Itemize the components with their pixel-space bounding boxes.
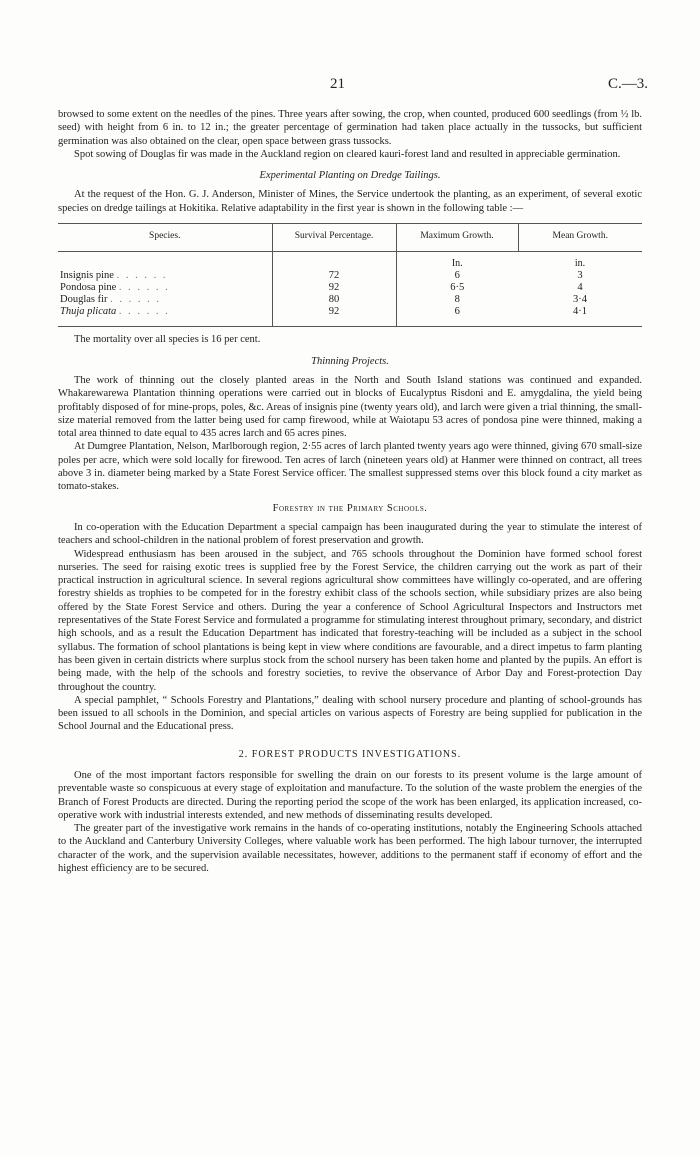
max-growth-value: 6·5 xyxy=(396,282,518,294)
col-survival: Survival Percentage. xyxy=(272,224,396,252)
table-row xyxy=(58,306,642,327)
survival-value: 80 xyxy=(272,294,396,306)
species-name: Pondosa pine xyxy=(60,282,117,294)
paragraph-dredge: At the request of the Hon. G. J. Anderson, Minister of Mines, the Service undertook the planting, as an experiment, of several exotic species on dredge tailings at Hokitika. Relative adaptability in the first year is shown in the following table :— xyxy=(58,189,642,214)
paragraph-mortality: The mortality over all species is 16 per cent. xyxy=(74,334,261,346)
col-species: Species. xyxy=(58,224,272,252)
heading-thinning-projects: Thinning Projects. xyxy=(311,355,389,367)
species-name: Insignis pine xyxy=(60,270,114,282)
unit-max: In. xyxy=(396,252,518,271)
survival-value: 92 xyxy=(272,282,396,294)
paragraph-thinning-1: The work of thinning out the closely planted areas in the North and South Island stations was continued and expanded. Whakarewarewa Plantation thinning operations were carried out in blocks of Eucalyptus Risdoni and E. amygdalina, the yield being profitably disposed of for mine-props, poles, &c. Areas of insignis pine (twenty years old), and larch were given a trial thinning, the small-size material removed from the latter being used for camp firewood, while at Waiotapu 53 acres of pondosa pine were thinned, making a total area thinned to date equal to 435 acres larch and 65 acres pines. xyxy=(58,374,642,440)
paragraph-products-1: One of the most important factors responsible for swelling the drain on our forests to its present volume is the large amount of preventable waste so conspicuous at every stage of exploitation and manufacture. To the solution of the waste problem the energies of the Branch of Forest Products are directed. During the reporting period the scope of the work has been enlarged, its application increased, co-operative work with industrial interests extended, and new methods of disseminating results developed. xyxy=(58,769,642,821)
heading-primary-schools: Forestry in the Primary Schools. xyxy=(272,502,428,514)
species-name: Thuja plicata xyxy=(60,306,117,318)
paragraph-products-2: The greater part of the investigative work remains in the hands of co-operating institutions, notably the Engineering Schools attached to the Auckland and Canterbury University Colleges, where valuable work has been performed. The high labour turnover, the interrupted character of the work, and the supervision available necessitates, however, additions to the permanent staff if economy of effort and the highest efficiency are to be secured. xyxy=(58,823,642,875)
table-header-row xyxy=(58,224,642,252)
max-growth-value: 8 xyxy=(396,294,518,306)
leader-dots: . . . . . . xyxy=(116,270,168,282)
heading-forest-products: 2. FOREST PRODUCTS INVESTIGATIONS. xyxy=(238,748,462,760)
mean-growth-value: 4·1 xyxy=(518,306,642,327)
species-name: Douglas fir xyxy=(60,294,108,306)
paragraph-intro-2: Spot sowing of Douglas fir was made in the Auckland region on cleared kauri-forest land and resulted in appreciable germination. xyxy=(74,148,621,160)
paragraph-intro-1: browsed to some extent on the needles of the pines. Three years after sowing, the crop, when counted, produced 600 seedlings (from ½ lb. seed) with height from 6 in. to 12 in.; the greater percentage of germination had taken place actually in the tussocks, but sufficient germination was also obtained on the clear, open space between grass tussocks. xyxy=(58,109,642,147)
table-units-row xyxy=(58,252,642,271)
paragraph-schools-1: In co-operation with the Education Department a special campaign has been inaugurated during the year to stimulate the interest of teachers and school-children in the national problem of forest preservation and growth. xyxy=(58,521,642,547)
col-maximum-growth: Maximum Growth. xyxy=(396,224,518,252)
mean-growth-value: 3 xyxy=(577,270,583,282)
survival-value: 72 xyxy=(272,270,396,282)
unit-mean: in. xyxy=(574,258,586,270)
table-row xyxy=(58,270,642,282)
table-row xyxy=(58,282,642,294)
mean-growth-value: 3·4 xyxy=(573,294,587,306)
max-growth-value: 6 xyxy=(396,270,518,282)
leader-dots: . . . . . . xyxy=(118,282,170,294)
document-reference: C.—3. xyxy=(607,76,648,92)
page-number: 21 xyxy=(330,76,345,92)
leader-dots: . . . . . . xyxy=(118,306,170,318)
page-header xyxy=(0,76,700,96)
table-row xyxy=(58,294,642,306)
paragraph-schools-3: A special pamphlet, “ Schools Forestry and Plantations,” dealing with school nursery procedure and planting of school-grounds has been issued to all schools in the Dominion, and special articles on various aspects of Forestry are being supplied for publication in the School Journal and the Educational press. xyxy=(58,694,642,733)
species-table xyxy=(58,223,642,327)
survival-value: 92 xyxy=(272,306,396,327)
leader-dots: . . . . . . xyxy=(110,294,162,306)
col-mean-growth: Mean Growth. xyxy=(518,224,642,252)
mean-growth-value: 4 xyxy=(577,282,583,294)
max-growth-value: 6 xyxy=(396,306,518,327)
paragraph-thinning-2: At Dumgree Plantation, Nelson, Marlborough region, 2·55 acres of larch planted twenty years ago were thinned, giving 670 small-size poles per acre, which were sold locally for firewood. Ten acres of larch (nineteen years old) at Hanmer were thinned on contract, all trees above 3 in. diameter being marked by a State Forest Service officer. The smallest suppressed stems over this block found a city market as tomato-stakes. xyxy=(58,441,642,493)
heading-dredge-tailings: Experimental Planting on Dredge Tailings. xyxy=(259,170,441,182)
paragraph-schools-2: Widespread enthusiasm has been aroused in the subject, and 765 schools throughout the Dominion have formed school forest nurseries. The seed for raising exotic trees is supplied free by the Forest Service, the children carrying out the work as part of their practical instruction in agricultural science. In several regions agricultural show committees have willingly co-operated, and are offering forestry shields as trophies to be competed for in the forestry exhibit class of the schools section, while subsidiary prizes are also being offered by the State Forest Service and others. During the year a conference of School Agricultural Inspectors and Instructors met representatives of the State Forest Service and formulated a programme for stimulating interest throughout primary, secondary, and district high schools, and as a result the Education Department has indicated that forestry-teaching will be included as a subject in the school syllabus. The formation of school plantations is being kept in view where conditions are favourable, and a direct impetus to farm planting has been given in certain districts where surplus stock from the school nursery has been taken home and planted by the pupils. An effort is being made, with the help of the schools and forestry societies, to revive the observance of Arbor Day and Forest-protection Day throughout the country. xyxy=(58,548,642,693)
page-body xyxy=(58,108,642,875)
